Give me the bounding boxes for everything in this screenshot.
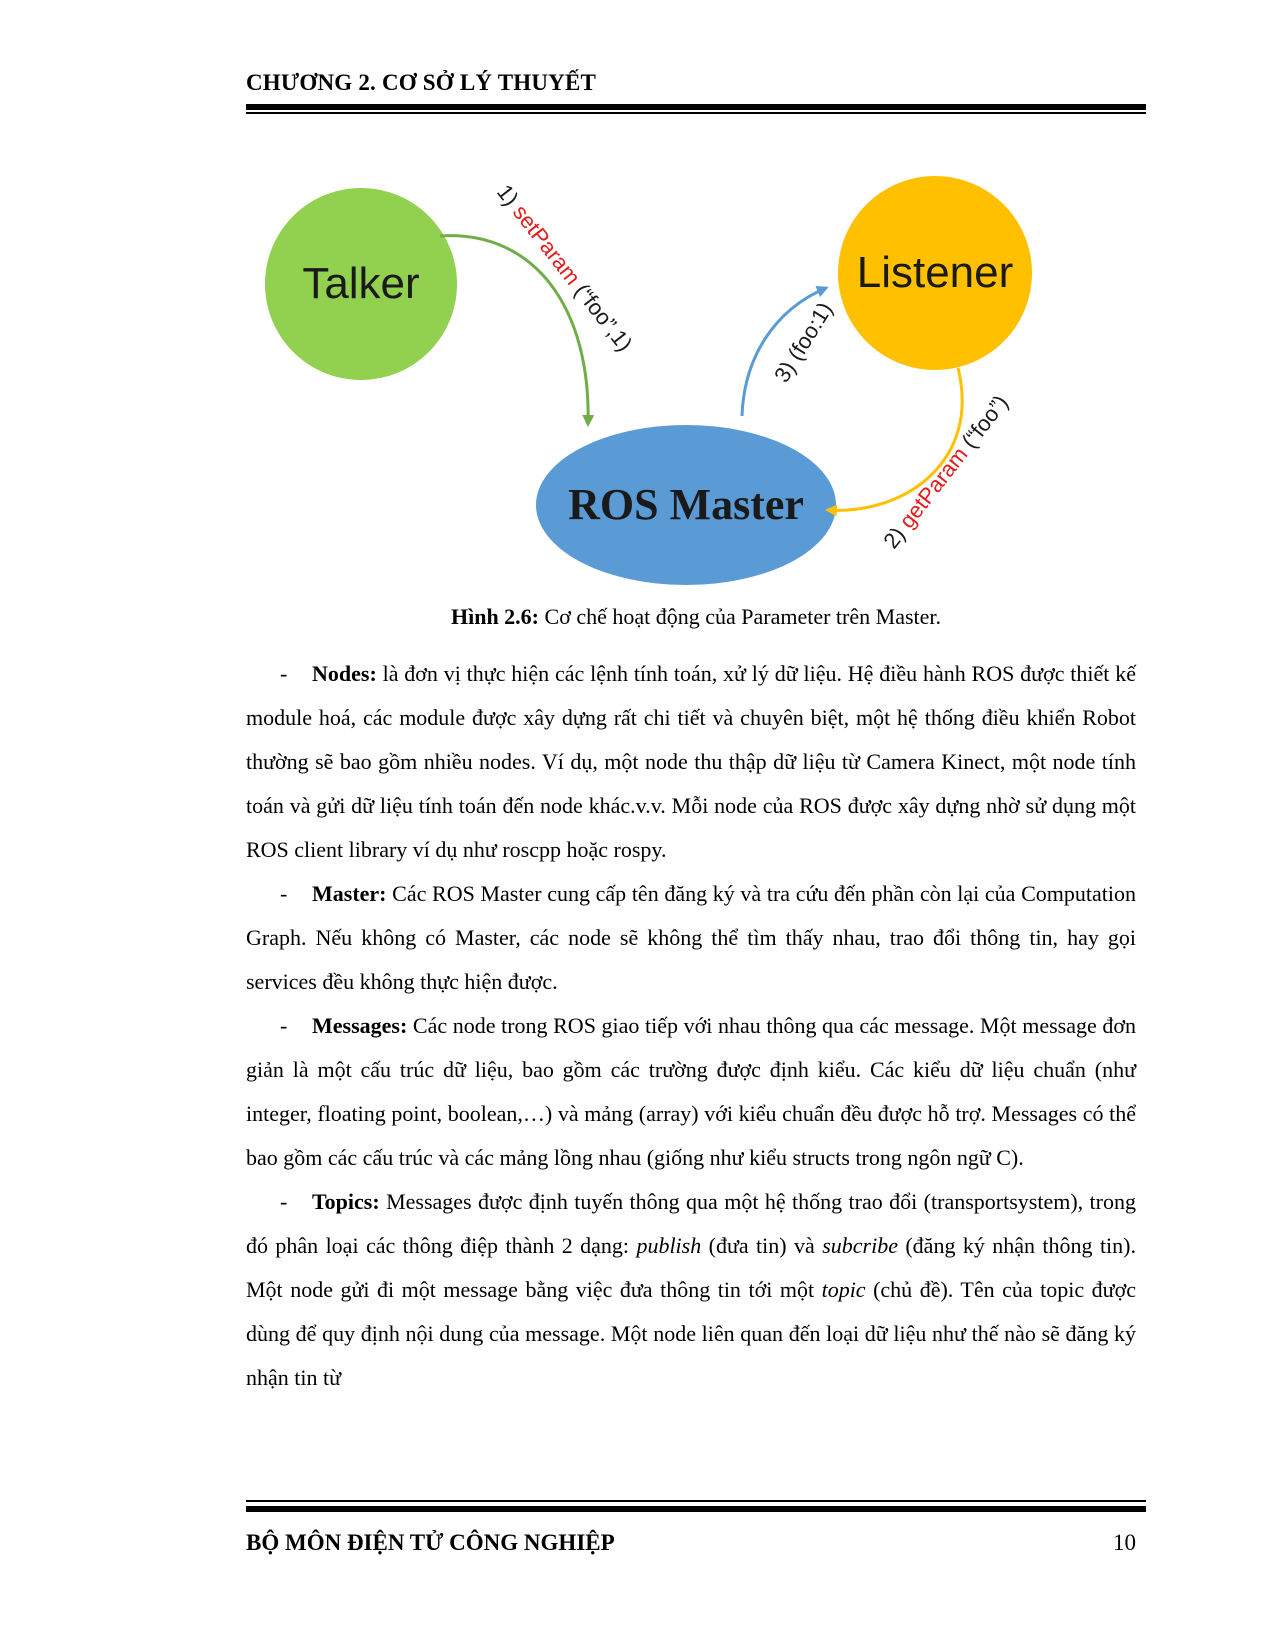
reply-label: 3) (foo:1) (769, 297, 838, 387)
paragraph-messages: - Messages: Các node trong ROS giao tiếp với nhau thông qua các message. Một message đơn giản là một cấu trúc dữ liệu, bao gồm các trường được định kiểu. Các kiểu dữ liệu chuẩn (như integer, floating point, boolean,…) và mảng (array) với kiểu chuẩn đều được hỗ trợ. Messages có thể bao gồm các cấu trúc và các mảng lồng nhau (giống như kiểu structs trong ngôn ngữ C). (246, 1004, 1136, 1180)
list-dash: - (280, 1013, 288, 1038)
caption-label: Hình 2.6: (450, 604, 540, 629)
diagram-canvas (246, 170, 1146, 600)
footer-department: BỘ MÔN ĐIỆN TỬ CÔNG NGHIỆP (246, 1530, 615, 1555)
header-rule-thick (246, 104, 1146, 110)
figure-caption (246, 604, 1146, 630)
term-nodes: Nodes: (312, 661, 377, 686)
footer-rule-thick (246, 1506, 1146, 1512)
term-master: Master: (312, 881, 387, 906)
page-number: 10 (1113, 1530, 1136, 1555)
paragraph-nodes: - Nodes: là đơn vị thực hiện các lệnh tính toán, xử lý dữ liệu. Hệ điều hành ROS được thiết kế module hoá, các module được xây dựng rất chi tiết và chuyên biệt, một hệ thống điều khiển Robot thường sẽ bao gồm nhiều nodes. Ví dụ, một node thu thập dữ liệu từ Camera Kinect, một node tính toán và gửi dữ liệu tính toán đến node khác.v.v. Mỗi node của ROS được xây dựng nhờ sử dụng một ROS client library ví dụ như roscpp hoặc rospy. (246, 652, 1136, 872)
term-messages: Messages: (312, 1013, 408, 1038)
ros-parameter-diagram (246, 170, 1146, 600)
list-dash: - (280, 661, 288, 686)
header-rule-thin (246, 112, 1146, 114)
paragraph-topics: - Topics: Messages được định tuyến thông qua một hệ thống trao đổi (transportsystem), trong đó phân loại các thông điệp thành 2 dạng: publish (đưa tin) và subcribe (đăng ký nhận thông tin). Một node gửi đi một message bằng việc đưa thông tin tới một topic (chủ đề). Tên của topic được dùng để quy định nội dung của message. Một node liên quan đến loại dữ liệu như thế nào sẽ đăng ký nhận tin từ (246, 1180, 1136, 1400)
term-topics: Topics: (312, 1189, 380, 1214)
listener-label: Listener (856, 248, 1014, 297)
body-text (246, 652, 1136, 1400)
caption-text: Cơ chế hoạt động của Parameter trên Master. (539, 604, 942, 629)
setparam-label: 1) setParam (“foo”,1) (492, 179, 638, 356)
paragraph-master: - Master: Các ROS Master cung cấp tên đăng ký và tra cứu đến phần còn lại của Computation Graph. Nếu không có Master, các node sẽ không thể tìm thấy nhau, trao đổi thông tin, hay gọi services đều không thực hiện được. (246, 872, 1136, 1004)
list-dash: - (280, 1189, 288, 1214)
chapter-header: CHƯƠNG 2. CƠ SỞ LÝ THUYẾT (246, 70, 597, 95)
ros-master-label: ROS Master (568, 480, 804, 529)
list-dash: - (280, 881, 288, 906)
footer-rule-thin (246, 1500, 1146, 1502)
talker-label: Talker (302, 259, 420, 308)
getparam-label: 2) getParam (“foo”) (878, 390, 1014, 554)
